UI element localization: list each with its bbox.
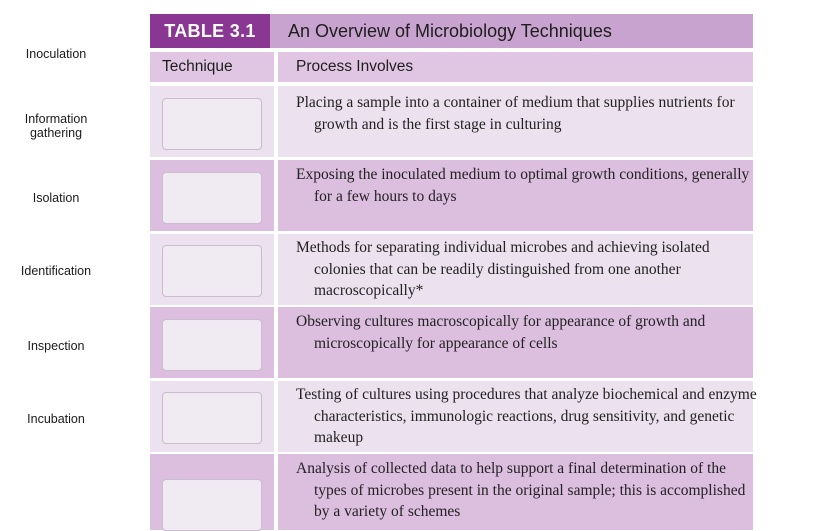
label-text: Inoculation	[25, 47, 87, 61]
label-text-line1: Information	[24, 112, 88, 126]
table-row	[150, 234, 753, 305]
column-header-technique: Technique	[150, 52, 274, 82]
table-title-bar	[150, 14, 753, 48]
label-text: Isolation	[32, 191, 80, 205]
table-row	[150, 381, 757, 452]
technique-cell	[150, 86, 274, 157]
drop-zone[interactable]	[162, 392, 262, 444]
drop-zone[interactable]	[162, 245, 262, 297]
table-row	[150, 86, 753, 157]
process-cell	[278, 234, 753, 305]
draggable-label-isolation[interactable]	[0, 191, 112, 205]
table-title: An Overview of Microbiology Techniques	[288, 21, 612, 41]
process-text: Analysis of collected data to help support a final determination of the types of microbes present in the original sample; this is accomplished by a variety of schemes	[296, 460, 746, 520]
label-text: Incubation	[27, 412, 85, 426]
label-text: Inspection	[27, 339, 85, 353]
process-cell	[278, 381, 757, 452]
column-header-process: Process Involves	[278, 52, 753, 82]
process-cell	[278, 160, 753, 231]
table-row	[150, 160, 753, 231]
process-cell	[278, 454, 753, 530]
drop-zone[interactable]	[162, 98, 262, 150]
technique-cell	[150, 160, 274, 231]
process-text: Observing cultures macroscopically for appearance of growth and microscopically for appearance of cells	[296, 313, 706, 352]
process-text: Testing of cultures using procedures that analyze biochemical and enzyme characteristics, immunologic reactions, drug sensitivity, and genetic makeup	[296, 386, 757, 446]
draggable-label-inspection[interactable]	[0, 339, 112, 353]
technique-cell	[150, 234, 274, 305]
techniques-table	[150, 14, 757, 530]
draggable-label-incubation[interactable]	[0, 412, 112, 426]
technique-cell	[150, 307, 274, 378]
answer-bank	[0, 0, 112, 530]
process-text: Methods for separating individual microbes and achieving isolated colonies that can be readily distinguished from one another macroscopically*	[296, 239, 710, 299]
label-text: Identification	[20, 264, 92, 278]
draggable-label-inoculation[interactable]	[0, 47, 112, 61]
drop-zone[interactable]	[162, 479, 262, 531]
draggable-label-information-gathering[interactable]	[0, 112, 112, 140]
process-cell	[278, 307, 753, 378]
technique-cell	[150, 454, 274, 530]
process-text: Placing a sample into a container of medium that supplies nutrients for growth and is the first stage in culturing	[296, 94, 735, 133]
drop-zone[interactable]	[162, 319, 262, 371]
table-number-tag: TABLE 3.1	[150, 14, 270, 48]
label-text-line2: gathering	[29, 126, 83, 140]
process-text: Exposing the inoculated medium to optimal growth conditions, generally for a few hours to days	[296, 166, 750, 205]
drop-zone[interactable]	[162, 172, 262, 224]
technique-cell	[150, 381, 274, 452]
table-row	[150, 454, 753, 530]
process-cell	[278, 86, 753, 157]
table-row	[150, 307, 753, 378]
draggable-label-identification[interactable]	[0, 264, 112, 278]
